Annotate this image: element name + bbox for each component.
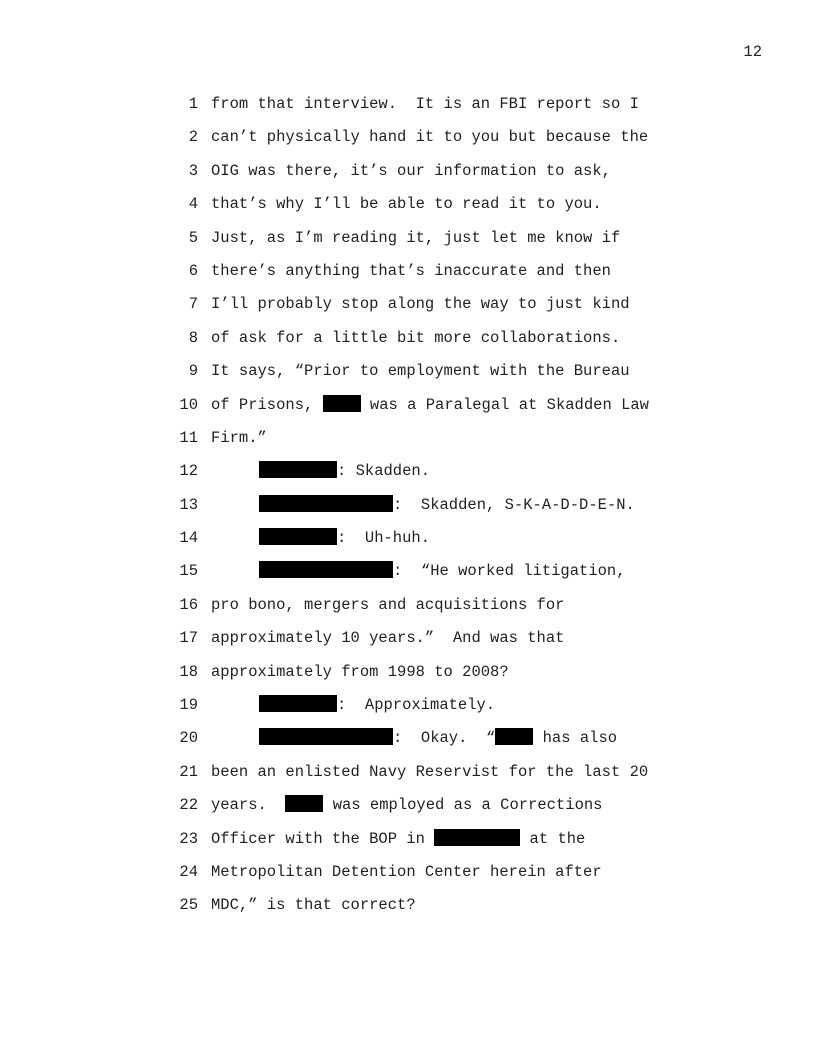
line-text-segment: that’s why I’ll be able to read it to you. [211,195,602,214]
line-number: 20 [179,729,198,748]
line-number: 5 [188,228,198,247]
line-text-segment: Metropolitan Detention Center herein after [211,862,602,881]
line-text-segment: approximately from 1998 to 2008? [211,662,509,681]
line-number: 2 [188,128,198,147]
line-text-segment: of Prisons, [211,395,323,414]
line-number: 21 [179,762,198,781]
line-text [211,357,630,385]
line-number: 13 [179,495,198,514]
line-text [211,758,648,786]
transcript-line [0,257,816,290]
transcript-line [0,758,816,791]
line-number: 22 [179,796,198,815]
redaction-block [259,561,393,578]
line-text-segment: has also [533,729,618,748]
line-number: 10 [179,395,198,414]
redaction-block [323,395,361,412]
line-text-segment: Officer with the BOP in [211,829,435,848]
line-text [211,591,564,619]
transcript-line [0,457,816,490]
transcript-line [0,357,816,390]
line-number: 8 [188,328,198,347]
page-number: 12 [743,43,762,61]
transcript-line [0,557,816,590]
line-text [259,524,430,552]
line-text [211,391,649,419]
transcript-line [0,591,816,624]
line-number: 24 [179,862,198,881]
transcript-line [0,691,816,724]
line-text [211,257,611,285]
line-text [211,190,602,218]
line-text-segment: was a Paralegal at Skadden Law [360,395,649,414]
line-text [211,424,267,452]
line-text [259,691,495,719]
line-text-segment: I’ll probably stop along the way to just kind [211,295,630,314]
line-text-segment: from that interview. It is an FBI report so I [211,95,639,113]
line-text-segment: : Approximately. [337,696,496,715]
redaction-block [259,695,337,712]
line-text [211,290,630,318]
line-text-segment: pro bono, mergers and acquisitions for [211,595,565,614]
line-text [211,891,416,919]
line-text [211,624,564,652]
line-text-segment: Just, as I’m reading it, just let me know if [211,228,621,247]
line-number: 16 [179,595,198,614]
line-number: 25 [179,896,198,915]
line-text [211,224,620,252]
line-text [211,123,648,151]
line-text [211,658,509,686]
line-text-segment: Firm.” [211,428,267,447]
line-number: 11 [179,428,198,447]
line-number: 23 [179,829,198,848]
line-text [211,858,602,886]
line-text [259,491,635,519]
line-text-segment: MDC,” is that correct? [211,896,416,915]
line-text [211,825,585,853]
line-text-segment: can’t physically hand it to you but because the [211,128,649,147]
line-text-segment: It says, “Prior to employment with the Bureau [211,362,630,381]
line-text-segment: OIG was there, it’s our information to ask, [211,161,611,180]
transcript-line [0,391,816,424]
transcript-line [0,791,816,824]
line-text-segment: of ask for a little bit more collaborations. [211,328,621,347]
transcript-line [0,324,816,357]
transcript-line [0,491,816,524]
line-text [259,724,617,752]
line-text-segment: been an enlisted Navy Reservist for the last 20 [211,762,649,781]
transcript-line [0,658,816,691]
transcript-line [0,825,816,858]
redaction-block [495,728,533,745]
transcript-line [0,190,816,223]
transcript-line [0,524,816,557]
redaction-block [259,728,393,745]
line-number: 1 [188,95,198,113]
line-text-segment: there’s anything that’s inaccurate and then [211,261,611,280]
line-text [259,557,626,585]
transcript-line [0,424,816,457]
line-text [211,324,620,352]
line-text-segment: : Skadden, S-K-A-D-D-E-N. [393,495,635,514]
line-number: 12 [179,462,198,481]
line-number: 9 [188,362,198,381]
transcript-line [0,724,816,757]
line-number: 14 [179,529,198,548]
line-text [211,90,639,118]
line-number: 7 [188,295,198,314]
transcript-line [0,123,816,156]
transcript-line [0,891,816,924]
redaction-block [259,461,337,478]
transcript-line [0,290,816,323]
transcript-line [0,858,816,891]
transcript-line [0,624,816,657]
line-text [211,791,602,819]
line-text-segment: : Uh-huh. [337,529,431,548]
line-number: 17 [179,629,198,648]
line-text-segment: years. [211,796,286,815]
line-text-segment: approximately 10 years.” And was that [211,629,565,648]
transcript-line [0,157,816,190]
redaction-block [259,495,393,512]
line-text [211,157,611,185]
redaction-block [259,528,337,545]
redaction-block [434,829,520,846]
line-number: 4 [188,195,198,214]
line-text-segment: : Skadden. [337,462,431,481]
line-text-segment: : “He worked litigation, [393,562,626,581]
line-text-segment: : Okay. “ [393,729,496,748]
transcript-body [0,90,816,925]
redaction-block [285,795,323,812]
line-text-segment: was employed as a Corrections [323,796,603,815]
transcript-line [0,90,816,123]
transcript-line [0,224,816,257]
line-text-segment: at the [520,829,586,848]
line-number: 3 [188,161,198,180]
line-text [259,457,430,485]
line-number: 18 [179,662,198,681]
line-number: 6 [188,261,198,280]
line-number: 19 [179,696,198,715]
line-number: 15 [179,562,198,581]
